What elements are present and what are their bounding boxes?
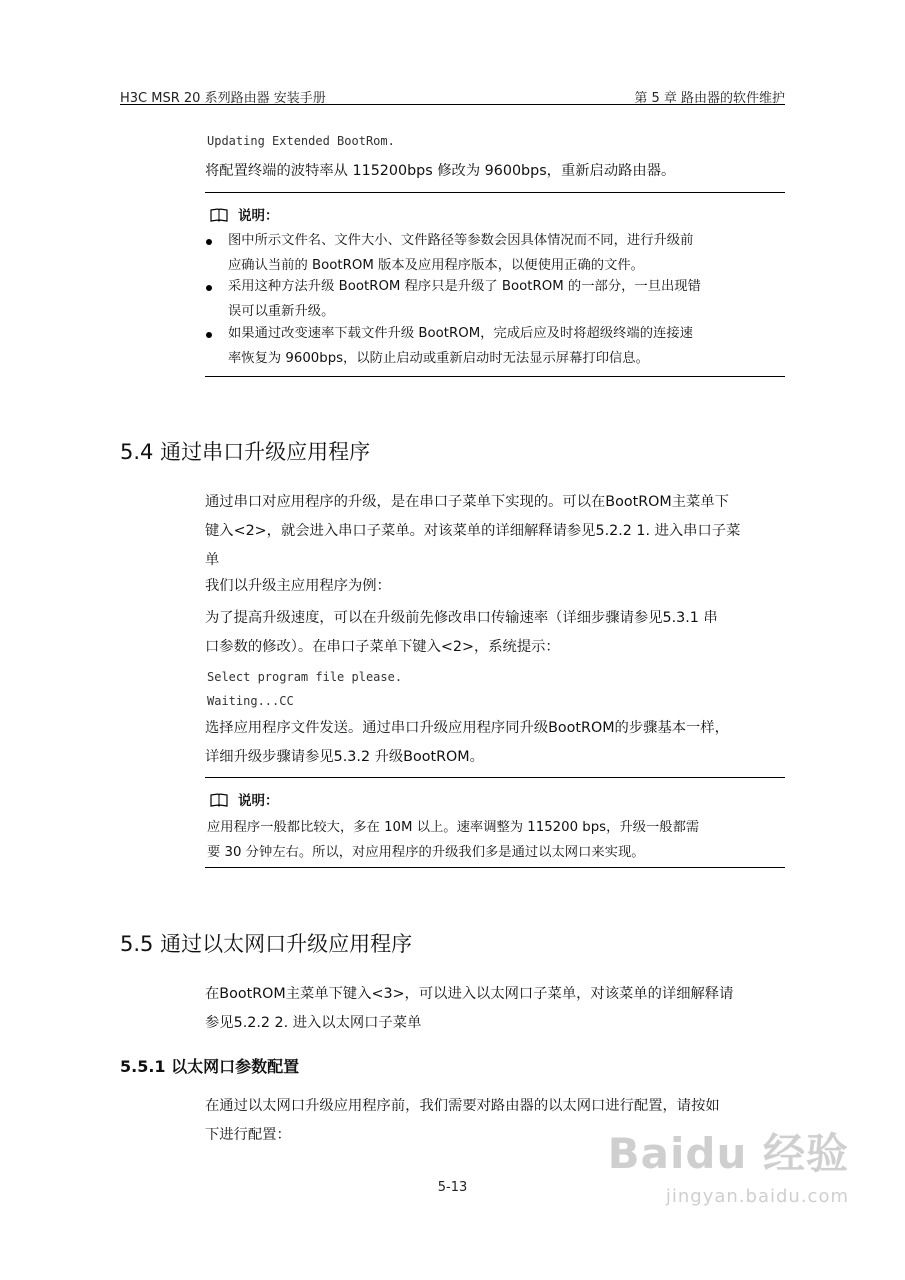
sec54-p3 <box>205 604 785 662</box>
sec54-p4 <box>205 714 785 772</box>
code-select-program: Select program file please. <box>207 670 403 684</box>
sec54-p4-line1: 选择应用程序文件发送。通过串口升级应用程序同升级BootROM的步骤基本一样， <box>205 720 729 736</box>
sec54-p3-line2: 口参数的修改）。在串口子菜单下键入<2>，系统提示： <box>205 639 560 655</box>
sec55-p1-line1: 在BootROM主菜单下键入<3>，可以进入以太网口子菜单，对该菜单的详细解释请 <box>205 986 734 1002</box>
note2-bottom-rule <box>205 867 785 868</box>
section-5-5-1-heading: 5.5.1 以太网口参数配置 <box>120 1057 300 1076</box>
bullet-dot-1 <box>206 239 212 245</box>
note2-top-rule <box>205 777 785 778</box>
section-5-5-heading: 5.5 通过以太网口升级应用程序 <box>120 932 413 956</box>
note1-bottom-rule <box>205 376 785 377</box>
note1-bullet-3 <box>228 321 788 371</box>
note2-body <box>207 815 787 865</box>
sec54-p2: 我们以升级主应用程序为例： <box>205 578 391 594</box>
note2-line1: 应用程序一般都比较大，多在 10M 以上。速率调整为 115200 bps，升级一般都需 <box>207 820 700 835</box>
sec55-p1 <box>205 980 785 1038</box>
note2-line2: 要 30 分钟左右。所以，对应用程序的升级我们多是通过以太网口来实现。 <box>207 845 645 860</box>
sec55-p1-line2: 参见5.2.2 2. 进入以太网口子菜单 <box>205 1015 422 1031</box>
note1-title <box>210 204 279 226</box>
note2-title-text: 说明： <box>238 793 279 809</box>
note2-title <box>210 789 279 811</box>
sec54-p1-line3: 单 <box>205 552 220 568</box>
sec54-p4-line2: 详细升级步骤请参见5.3.2 升级BootROM。 <box>205 749 484 765</box>
sec54-p1-line2: 键入<2>，就会进入串口子菜单。对该菜单的详细解释请参见5.2.2 1. 进入串口子菜 <box>205 523 741 539</box>
note1-top-rule <box>205 192 785 193</box>
page-number: 5-13 <box>437 1180 468 1195</box>
note1-title-text: 说明： <box>238 208 279 224</box>
book-icon <box>210 208 228 226</box>
sec54-p3-line1: 为了提高升级速度，可以在升级前先修改串口传输速率（详细步骤请参见5.3.1 串 <box>205 610 718 626</box>
header-left: H3C MSR 20 系列路由器 安装手册 <box>120 91 326 106</box>
note1-bullet-1-line2: 应确认当前的 BootROM 版本及应用程序版本，以便使用正确的文件。 <box>228 258 644 273</box>
header-right: 第 5 章 路由器的软件维护 <box>634 91 785 106</box>
watermark-brand: Baidu 经验 <box>607 1129 849 1178</box>
note1-bullet-3-line1: 如果通过改变速率下载文件升级 BootROM，完成后应及时将超级终端的连接速 <box>228 326 693 341</box>
watermark-url: jingyan.baidu.com <box>665 1186 849 1207</box>
watermark <box>608 1130 849 1210</box>
book-icon <box>210 793 228 811</box>
bullet-dot-2 <box>206 285 212 291</box>
code-waiting: Waiting...CC <box>207 694 294 708</box>
note1-bullet-1 <box>228 228 788 278</box>
section-5-4-heading: 5.4 通过串口升级应用程序 <box>120 440 371 464</box>
note1-bullet-2-line1: 采用这种方法升级 BootROM 程序只是升级了 BootROM 的一部分，一旦出现错 <box>228 279 701 294</box>
sec54-p1 <box>205 488 785 575</box>
note1-bullet-2 <box>228 274 788 324</box>
note1-bullet-3-line2: 率恢复为 9600bps，以防止启动或重新启动时无法显示屏幕打印信息。 <box>228 351 649 366</box>
note1-bullet-2-line2: 误可以重新升级。 <box>228 304 335 319</box>
header-rule <box>120 104 785 105</box>
bullet-dot-3 <box>206 332 212 338</box>
note1-bullet-1-line1: 图中所示文件名、文件大小、文件路径等参数会因具体情况而不同，进行升级前 <box>228 233 694 248</box>
top-paragraph: 将配置终端的波特率从 115200bps 修改为 9600bps，重新启动路由器。 <box>205 163 676 179</box>
sec54-p1-line1: 通过串口对应用程序的升级，是在串口子菜单下实现的。可以在BootROM主菜单下 <box>205 494 729 510</box>
sec551-p1-line1: 在通过以太网口升级应用程序前，我们需要对路由器的以太网口进行配置，请按如 <box>205 1098 720 1114</box>
code-updating: Updating Extended BootRom. <box>207 134 395 148</box>
sec551-p1-line2: 下进行配置： <box>205 1127 291 1143</box>
